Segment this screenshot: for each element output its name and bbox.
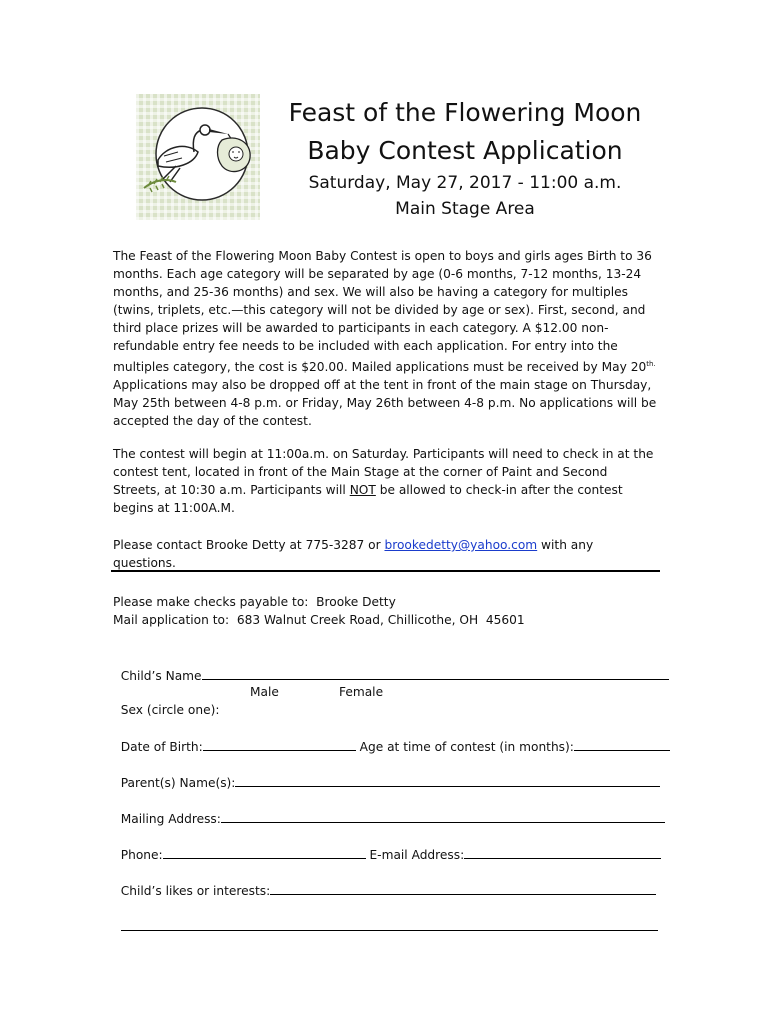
title-line-2: Baby Contest Application [307, 136, 623, 165]
parents-label: Parent(s) Name(s): [120, 776, 236, 790]
sex-field [113, 683, 219, 719]
page-title [280, 94, 650, 170]
stork-logo [136, 94, 260, 220]
sex-label: Sex (circle one): [120, 703, 220, 717]
event-location: Main Stage Area [395, 199, 535, 219]
child-name-blank[interactable] [202, 666, 669, 680]
likes-blank[interactable] [270, 881, 656, 895]
intro-text-b: Applications may also be dropped off at the tent in front of the main stage on Thursday, May 25th between 4-8 p.m. or Friday, May 26th between 4-8 p.m. No applications will be accepted the day of the contest. [113, 378, 657, 429]
contact-paragraph [113, 536, 658, 572]
contact-email-link[interactable]: brookedetty@yahoo.com [384, 538, 538, 552]
likes-extra-line [113, 899, 658, 936]
mailing-address-field [113, 791, 665, 828]
contact-text-a: Please contact Brooke Detty at 775-3287 or [113, 538, 385, 552]
likes-label: Child’s likes or interests: [120, 884, 271, 898]
dob-blank[interactable] [203, 737, 356, 751]
phone-email-field [113, 827, 661, 864]
mailing-address-blank[interactable] [221, 809, 665, 823]
child-name-field [113, 648, 669, 685]
intro-text-a: The Feast of the Flowering Moon Baby Contest is open to boys and girls ages Birth to 36 months. Each age category will be separated by age (0-6 months, 7-12 months, 13-24 months, and 25-36 months) and sex. We will also be having a category for multiples (twins, triplets, etc.—this category will not be divided by age or sex). First, second, and third place prizes will be awarded to participants in each category. A $12.00 non-refundable entry fee needs to be included with each application. For entry into the multiples category, the cost is $20.00. Mailed applications must be received by May 20 [113, 249, 652, 375]
parents-field [113, 755, 660, 792]
checkin-not: NOT [349, 483, 376, 497]
sex-option-female[interactable]: Female [339, 685, 384, 699]
checkin-text-b: be allowed to check-in after the contest begins at 11:00A.M. [113, 483, 623, 515]
likes-extra-blank[interactable] [121, 917, 658, 931]
contact-text-b: with any questions. [113, 538, 594, 570]
section-divider [111, 570, 660, 572]
dob-field [113, 719, 670, 756]
intro-sup: th. [646, 360, 656, 368]
sex-option-male[interactable]: Male [250, 685, 279, 699]
likes-field [113, 863, 656, 900]
phone-label: Phone: [120, 848, 163, 862]
phone-blank[interactable] [163, 845, 366, 859]
parents-blank[interactable] [235, 773, 660, 787]
title-line-1: Feast of the Flowering Moon [288, 98, 642, 127]
email-blank[interactable] [464, 845, 661, 859]
age-label: Age at time of contest (in months): [355, 740, 574, 754]
event-date-time: Saturday, May 27, 2017 - 11:00 a.m. [308, 173, 622, 193]
age-blank[interactable] [574, 737, 670, 751]
checkin-text-a: The contest will begin at 11:00a.m. on Saturday. Participants will need to check in at the contest tent, located in front of the Main Stage at the corner of Paint and Second Streets, at 10:30 a.m. Participants will [113, 447, 654, 497]
mail-address-line: Mail application to: 683 Walnut Creek Road, Chillicothe, OH 45601 [113, 613, 525, 627]
checkin-paragraph [113, 445, 658, 517]
email-label: E-mail Address: [365, 848, 465, 862]
child-name-label: Child’s Name [120, 669, 202, 683]
mailing-address-label: Mailing Address: [120, 812, 221, 826]
intro-paragraph [113, 247, 658, 430]
payable-line: Please make checks payable to: Brooke Detty [113, 595, 396, 609]
dob-label: Date of Birth: [120, 740, 203, 754]
